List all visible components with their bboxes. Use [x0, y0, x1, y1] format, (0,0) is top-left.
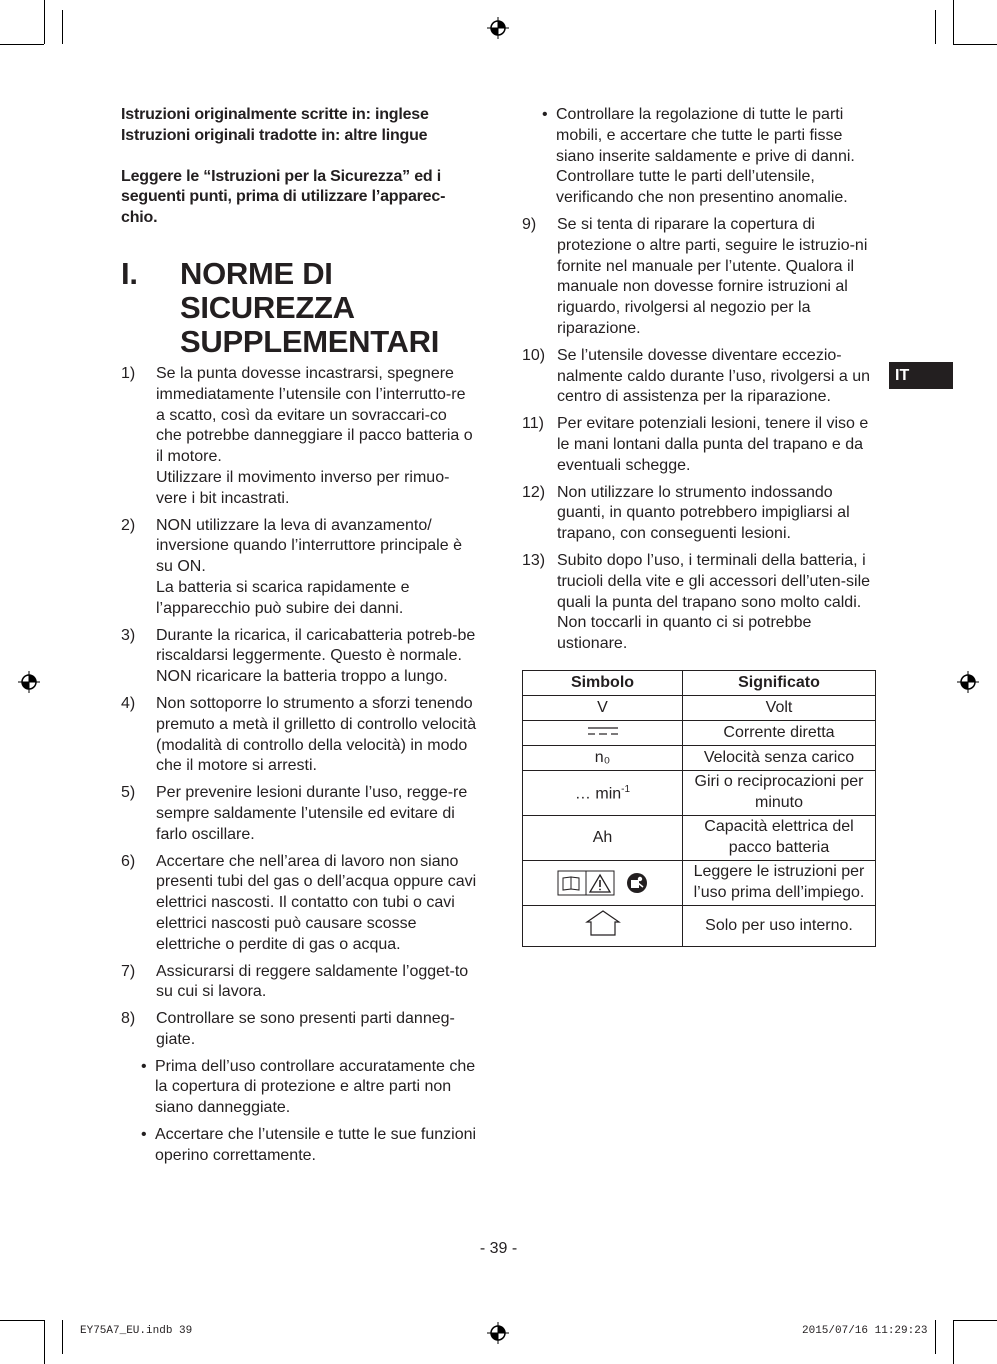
bullet-text: Prima dell’uso controllare accuratamente che la copertura di protezione e altre parti non siano danneggiate.: [155, 1057, 476, 1117]
crop-mark: [44, 0, 45, 44]
bullet-item: [542, 105, 878, 209]
item-text: Se l’utensile dovesse diventare eccezio-nalmente caldo durante l’uso, rivolgersi a un centro di assistenza per la riparazione.: [557, 346, 871, 406]
list-item: [522, 551, 878, 655]
table-row: [523, 770, 876, 815]
footer-timestamp: 2015/07/16 11:29:23: [802, 1325, 928, 1337]
crop-mark: [935, 1320, 936, 1354]
meaning-cell: Capacità elettrica del pacco batteria: [683, 815, 876, 860]
crop-mark: [935, 10, 936, 44]
crop-mark: [953, 1320, 954, 1364]
item-text-para: Utilizzare il movimento inverso per rimuo-vere i bit incastrati.: [156, 468, 450, 507]
crop-mark: [62, 10, 63, 44]
list-item: [121, 1009, 477, 1051]
table-row: [523, 815, 876, 860]
item-text-para: Durante la ricarica, il caricabatteria potreb-be riscaldarsi leggermente. Questo è normale.: [156, 626, 476, 665]
item-text-para: NON ricaricare la batteria troppo a lungo.: [156, 668, 448, 686]
meaning-cell: Giri o reciprocazioni per minuto: [683, 770, 876, 815]
crop-mark: [0, 44, 44, 45]
item-number: 10): [522, 346, 546, 364]
item-number: 4): [121, 694, 136, 712]
table-row: [523, 745, 876, 770]
list-item: [121, 626, 477, 688]
symbol-cell: [523, 860, 683, 905]
list-item: [121, 783, 477, 845]
item-text: Assicurarsi di reggere saldamente l’ogget-to su cui si lavora.: [156, 962, 469, 1001]
list-item: [522, 483, 878, 545]
item-text: Non sottoporre lo strumento a sforzi tenendo premuto a metà il grilletto di controllo velocità (modalità di controllo della velocità) in modo che il motore si arresti.: [156, 694, 477, 775]
table-row: [523, 905, 876, 946]
list-item: [121, 852, 477, 956]
crop-mark: [62, 1320, 63, 1354]
list-item: [121, 364, 477, 510]
left-column: [121, 105, 477, 1173]
meaning-cell: Volt: [683, 695, 876, 720]
list-item: [121, 516, 477, 620]
intro-translated-language: Istruzioni originali tradotte in: altre lingue: [121, 126, 428, 144]
language-tab: IT: [889, 362, 953, 389]
bullet-text: Controllare la regolazione di tutte le parti mobili, e accertare che tutte le parti fisse siano inserite saldamente e prive di danni. Controllare tutte le parti dell’utensile, verificando che non presentino anomalie.: [556, 106, 855, 207]
registration-mark-icon: [18, 671, 40, 693]
table-row: [523, 720, 876, 745]
item-text: Subito dopo l’uso, i terminali della batteria, i trucioli della vite e gli accessori dell’uten-sile quali la punta del trapano sono molto caldi. Non toccarli in quanto ci si potrebbe ustionare.: [557, 551, 871, 653]
list-item: [522, 215, 878, 340]
item-text: Non utilizzare lo strumento indossando guanti, in quanto potrebbero impigliarsi al trapano, con conseguenti lesioni.: [557, 483, 850, 543]
item-number: 2): [121, 516, 136, 534]
item-text: Per evitare potenziali lesioni, tenere il viso e le mani lontani dalla punta del trapano e da eventuali schegge.: [557, 415, 869, 474]
section-heading-line1: NORME DI SICUREZZA: [180, 255, 355, 325]
table-row: [523, 860, 876, 905]
meaning-cell: Solo per uso interno.: [683, 905, 876, 946]
intro-original-language: Istruzioni originalmente scritte in: inglese: [121, 106, 429, 123]
symbol-cell: [523, 905, 683, 946]
item-text: Controllare se sono presenti parti danneg-giate.: [156, 1010, 455, 1048]
item-text: [156, 516, 477, 620]
bullet-mark: •: [542, 106, 548, 123]
item-text: Se si tenta di riparare la copertura di protezione o altre parti, seguire le istruzio-ni fornite nel manuale per l’utente. Qualora il manuale non dovesse fornire istruzioni al riguardo, rivolgersi al negozio per la riparazione.: [557, 215, 868, 337]
symbol-table: [522, 670, 876, 947]
symbol-superscript: -1: [621, 784, 631, 796]
table-header-row: [523, 670, 876, 695]
item-text-para: La batteria si scarica rapidamente e l’apparecchio può subire dei danni.: [156, 578, 410, 617]
section-number: I.: [121, 255, 138, 291]
item-number: 8): [121, 1010, 136, 1028]
bullet-item: [141, 1057, 477, 1119]
item-text: Per prevenire lesioni durante l’uso, regge-re sempre saldamente l’utensile ed evitare di farlo oscillare.: [156, 784, 468, 843]
item-text-para: NON utilizzare la leva di avanzamento/ inversione quando l’interruttore principale è su ON.: [156, 516, 462, 576]
section-title: [121, 257, 477, 359]
list-item: [121, 962, 477, 1004]
item-number: 7): [121, 962, 136, 980]
header-meaning: Significato: [683, 670, 876, 695]
list-item: [522, 346, 878, 408]
bullet-mark: •: [141, 1126, 147, 1144]
list-item: [522, 414, 878, 476]
item-text-para: Se la punta dovesse incastrarsi, spegnere immediatamente l’utensile con l’interrutto-re a scatto, così da evitare un sovraccari-co che potrebbe danneggiare il pacco batteria o il motore.: [156, 364, 473, 466]
page-number: - 39 -: [479, 1240, 518, 1257]
symbol-cell: n₀: [523, 745, 683, 770]
item-number: 3): [121, 626, 136, 644]
section-heading: [180, 257, 477, 359]
item-text: Accertare che nell’area di lavoro non siano presenti tubi del gas o dell’acqua oppure cavi elettrici nascosti. Il contatto con tubi o cavi elettrici nascosti può causare scosse elettriche o perdite di gas o acqua.: [156, 852, 477, 953]
list-item: [121, 694, 477, 777]
table-row: [523, 695, 876, 720]
crop-mark: [0, 1320, 44, 1321]
symbol-text: … min: [574, 785, 622, 803]
registration-mark-icon: [487, 17, 509, 39]
header-symbol: Simbolo: [523, 670, 683, 695]
meaning-cell: Corrente diretta: [683, 720, 876, 745]
registration-mark-icon: [957, 671, 979, 693]
symbol-cell: Ah: [523, 815, 683, 860]
manual-pictogram-icon: [626, 872, 648, 894]
symbol-cell: [523, 770, 683, 815]
item-number: 11): [522, 415, 544, 433]
meaning-cell: Velocità senza carico: [683, 745, 876, 770]
item-text: [156, 364, 477, 510]
item-number: 1): [121, 364, 136, 382]
indoor-use-icon: [585, 909, 621, 937]
item-number: 12): [522, 483, 546, 501]
direct-current-icon: [586, 725, 620, 737]
crop-mark: [44, 1320, 45, 1364]
meaning-cell: Leggere le istruzioni per l’uso prima dell’impiego.: [683, 860, 876, 905]
symbol-cell: [523, 720, 683, 745]
bullet-text: Accertare che l’utensile e tutte le sue funzioni operino correttamente.: [155, 1126, 477, 1164]
footer-file: EY75A7_EU.indb 39: [80, 1325, 193, 1337]
bullet-mark: •: [141, 1057, 147, 1075]
intro-read-safety: Leggere le “Istruzioni per la Sicurezza” ed i seguenti punti, prima di utilizzare l’apparec-chio.: [121, 167, 446, 227]
section-heading-line2: SUPPLEMENTARI: [180, 323, 440, 359]
item-number: 9): [522, 215, 537, 233]
bullet-item: [141, 1125, 477, 1167]
item-number: 6): [121, 852, 136, 870]
read-manual-icon: [557, 870, 615, 896]
crop-mark: [953, 1320, 997, 1321]
item-number: 13): [522, 551, 546, 569]
right-column: [522, 105, 878, 947]
crop-mark: [953, 44, 997, 45]
symbol-cell: V: [523, 695, 683, 720]
crop-mark: [953, 0, 954, 44]
item-text: [156, 626, 477, 688]
registration-mark-icon: [487, 1322, 509, 1344]
item-number: 5): [121, 784, 136, 802]
intro-block: [121, 105, 477, 229]
